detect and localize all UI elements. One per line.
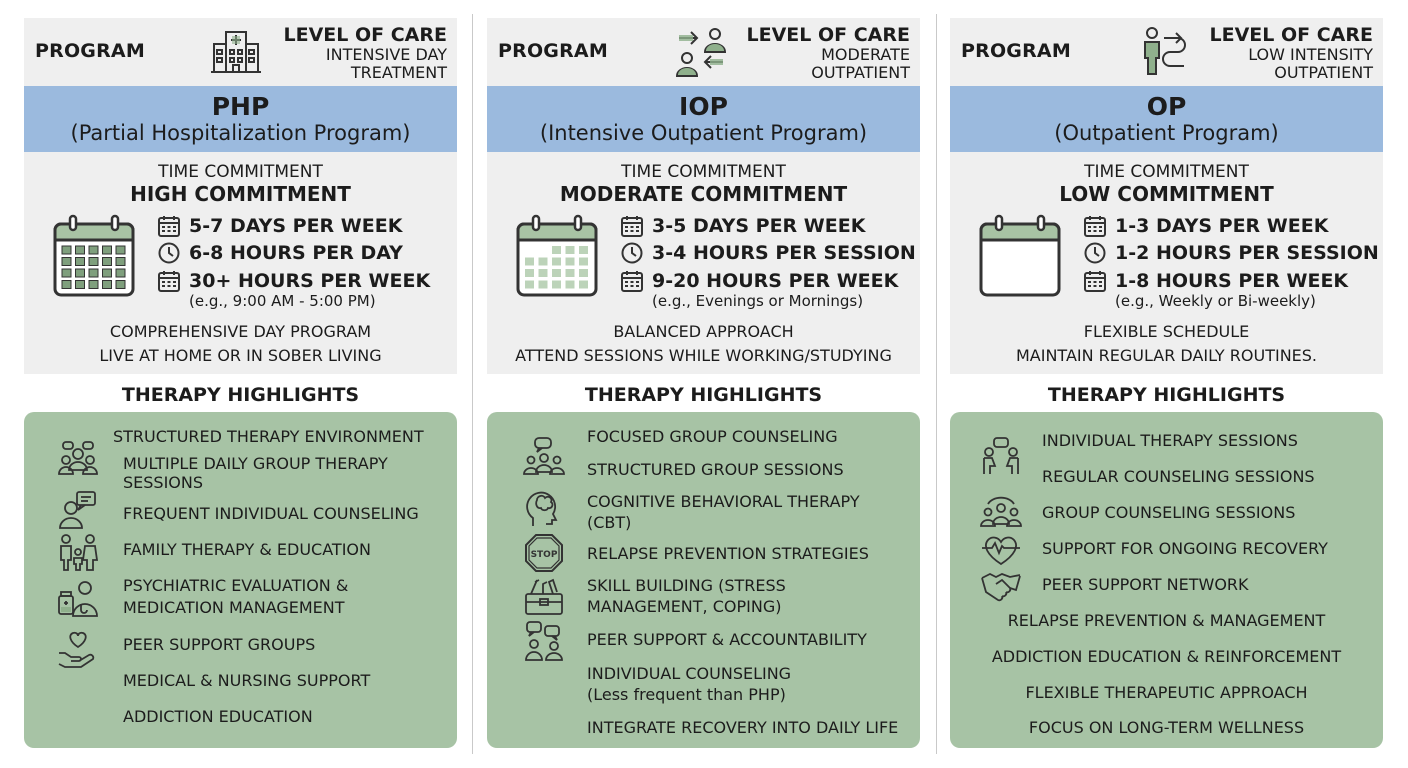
therapy-item: RELAPSE PREVENTION STRATEGIES <box>587 544 869 563</box>
program-header <box>24 18 457 86</box>
calendar-empty-icon <box>978 214 1062 298</box>
stat-row <box>620 240 916 268</box>
peer-chat-icon <box>523 620 565 662</box>
time-stats <box>157 212 430 295</box>
calendar-cell <box>579 246 588 254</box>
stat-row <box>157 212 430 240</box>
level-of-care-line: TREATMENT <box>350 63 447 82</box>
calendar-cell <box>103 269 112 277</box>
therapy-highlights-panel <box>24 412 457 748</box>
clock-icon <box>1083 241 1107 265</box>
time-commitment-value: LOW COMMITMENT <box>1059 182 1274 206</box>
time-commitment-panel <box>24 152 457 374</box>
program-note: MAINTAIN REGULAR DAILY ROUTINES. <box>1015 346 1318 365</box>
calendar-cell <box>62 269 71 277</box>
program-title-banner <box>24 86 457 152</box>
therapy-item: INTEGRATE RECOVERY INTO DAILY LIFE <box>587 718 899 737</box>
schedule-example: (e.g., Evenings or Mornings) <box>652 292 864 310</box>
calendar-cell <box>552 269 561 277</box>
stat-text: 6-8 HOURS PER DAY <box>189 242 403 265</box>
calendar-cell <box>89 246 98 254</box>
program-label: PROGRAM <box>498 40 608 62</box>
level-of-care <box>284 26 448 81</box>
therapy-highlights-title: THERAPY HIGHLIGHTS <box>1047 384 1286 406</box>
heart-hand-icon <box>57 627 99 669</box>
level-of-care-line: OUTPATIENT <box>1274 63 1373 82</box>
stat-row <box>1083 212 1379 240</box>
hospital-building-icon <box>208 24 264 80</box>
calendar-cell <box>103 246 112 254</box>
program-note: LIVE AT HOME OR IN SOBER LIVING <box>99 346 382 365</box>
group-circle-icon <box>980 490 1022 532</box>
level-of-care-line: MODERATE <box>821 45 910 64</box>
therapy-item: ADDICTION EDUCATION & REINFORCEMENT <box>991 647 1342 666</box>
time-commitment-value: MODERATE COMMITMENT <box>559 182 848 206</box>
therapy-item: STRUCTURED THERAPY ENVIRONMENT <box>113 427 424 446</box>
group-chat-icon <box>523 436 565 478</box>
column-divider <box>936 14 937 754</box>
program-abbreviation: OP <box>1146 92 1187 121</box>
time-commitment-panel <box>950 152 1383 374</box>
calendar-cell <box>62 281 71 289</box>
therapy-item: MEDICAL & NURSING SUPPORT <box>123 671 371 690</box>
clock-icon <box>157 241 181 265</box>
stat-text: 1-3 DAYS PER WEEK <box>1115 214 1329 237</box>
therapy-chairs-icon <box>980 436 1022 478</box>
therapy-highlights-title: THERAPY HIGHLIGHTS <box>584 384 823 406</box>
level-of-care-line: OUTPATIENT <box>811 63 910 82</box>
stat-text: 5-7 DAYS PER WEEK <box>189 214 403 237</box>
calendar-small-icon <box>620 269 644 293</box>
program-note: BALANCED APPROACH <box>613 322 794 341</box>
therapy-item: (Less frequent than PHP) <box>587 685 786 704</box>
therapy-item: PEER SUPPORT & ACCOUNTABILITY <box>587 630 867 649</box>
stat-row <box>620 212 916 240</box>
therapy-item: ADDICTION EDUCATION <box>123 707 313 726</box>
time-commitment-value: HIGH COMMITMENT <box>130 182 351 206</box>
calendar-cell <box>89 281 98 289</box>
group-icon <box>57 440 99 482</box>
calendar-cell <box>525 258 534 266</box>
stop-sign-icon <box>523 532 565 574</box>
therapy-item: GROUP COUNSELING SESSIONS <box>1042 503 1296 522</box>
brain-head-icon <box>523 486 565 528</box>
calendar-cell <box>116 246 125 254</box>
stat-row <box>157 240 430 268</box>
stop-sign-text: STOP <box>530 550 558 560</box>
calendar-cell <box>525 281 534 289</box>
calendar-cell <box>539 269 548 277</box>
schedule-example: (e.g., 9:00 AM - 5:00 PM) <box>189 292 376 310</box>
calendar-cell <box>579 258 588 266</box>
calendar-cell <box>539 281 548 289</box>
program-column-op <box>950 18 1383 748</box>
individual-counseling-icon <box>57 490 99 532</box>
therapy-highlights-panel <box>950 412 1383 748</box>
therapy-item: SUPPORT FOR ONGOING RECOVERY <box>1042 539 1328 558</box>
stat-text: 1-2 HOURS PER SESSION <box>1115 242 1379 265</box>
program-title-banner <box>487 86 920 152</box>
program-label: PROGRAM <box>35 40 145 62</box>
stat-row <box>1083 240 1379 268</box>
calendar-cell <box>116 269 125 277</box>
calendar-cell <box>103 281 112 289</box>
calendar-small-icon <box>1083 269 1107 293</box>
therapy-item: INDIVIDUAL THERAPY SESSIONS <box>1042 431 1298 450</box>
person-path-icon <box>1136 24 1192 80</box>
program-abbreviation: PHP <box>211 92 270 121</box>
time-stats <box>620 212 916 295</box>
therapy-item: PEER SUPPORT NETWORK <box>1042 575 1249 594</box>
therapy-item: (CBT) <box>587 513 632 532</box>
program-header <box>487 18 920 86</box>
handshake-icon <box>980 564 1022 606</box>
therapy-item: REGULAR COUNSELING SESSIONS <box>1042 467 1315 486</box>
calendar-cell <box>89 269 98 277</box>
calendar-cell <box>579 281 588 289</box>
therapy-highlights-title: THERAPY HIGHLIGHTS <box>121 384 360 406</box>
calendar-cell <box>525 269 534 277</box>
program-column-php <box>24 18 457 748</box>
therapy-item: FREQUENT INDIVIDUAL COUNSELING <box>123 504 419 523</box>
program-note: FLEXIBLE SCHEDULE <box>1083 322 1250 341</box>
calendar-cell <box>62 258 71 266</box>
time-commitment-panel <box>487 152 920 374</box>
calendar-cell <box>116 258 125 266</box>
program-title-banner <box>950 86 1383 152</box>
time-commitment-label: TIME COMMITMENT <box>1084 162 1249 182</box>
therapy-item: MEDICATION MANAGEMENT <box>123 598 345 617</box>
calendar-cell <box>566 246 575 254</box>
therapy-highlights-panel <box>487 412 920 748</box>
calendar-cell <box>579 269 588 277</box>
therapy-item: MANAGEMENT, COPING) <box>587 597 782 616</box>
stat-text: 3-5 DAYS PER WEEK <box>652 214 866 237</box>
program-full-name: (Intensive Outpatient Program) <box>539 121 868 145</box>
therapy-item: FAMILY THERAPY & EDUCATION <box>123 540 371 559</box>
stat-text: 3-4 HOURS PER SESSION <box>652 242 916 265</box>
calendar-cell <box>103 258 112 266</box>
calendar-cell <box>76 281 85 289</box>
level-of-care <box>747 26 911 81</box>
stat-row <box>1083 267 1379 295</box>
therapy-item: FLEXIBLE THERAPEUTIC APPROACH <box>1025 683 1308 702</box>
therapy-item: PEER SUPPORT GROUPS <box>123 635 316 654</box>
calendar-cell <box>62 246 71 254</box>
calendar-cell <box>566 258 575 266</box>
exchange-people-icon <box>673 24 729 80</box>
therapy-item: SKILL BUILDING (STRESS <box>587 576 786 595</box>
program-column-iop <box>487 18 920 748</box>
calendar-cell <box>89 258 98 266</box>
therapy-item: FOCUS ON LONG-TERM WELLNESS <box>1028 718 1305 737</box>
level-of-care-line: LOW INTENSITY <box>1248 45 1373 64</box>
calendar-cell <box>76 246 85 254</box>
family-icon <box>57 532 99 574</box>
toolbox-icon <box>523 576 565 618</box>
column-divider <box>472 14 473 754</box>
level-of-care <box>1210 26 1374 81</box>
program-label: PROGRAM <box>961 40 1071 62</box>
clock-icon <box>620 241 644 265</box>
time-stats <box>1083 212 1379 295</box>
time-commitment-label: TIME COMMITMENT <box>621 162 786 182</box>
program-full-name: (Partial Hospitalization Program) <box>70 121 411 145</box>
program-note: ATTEND SESSIONS WHILE WORKING/STUDYING <box>515 346 892 365</box>
therapy-item: SESSIONS <box>123 473 204 492</box>
calendar-cell <box>76 258 85 266</box>
calendar-cell <box>552 246 561 254</box>
calendar-cell <box>552 258 561 266</box>
level-of-care-title: LEVEL OF CARE <box>1209 24 1373 46</box>
calendar-small-icon <box>157 214 181 238</box>
therapy-item: STRUCTURED GROUP SESSIONS <box>587 460 844 479</box>
therapy-item: INDIVIDUAL COUNSELING <box>587 664 792 683</box>
calendar-small-icon <box>157 269 181 293</box>
program-full-name: (Outpatient Program) <box>1054 121 1279 145</box>
therapy-item: COGNITIVE BEHAVIORAL THERAPY <box>587 492 860 511</box>
therapy-item: FOCUSED GROUP COUNSELING <box>587 427 838 446</box>
calendar-cell <box>539 258 548 266</box>
calendar-partial-icon <box>515 214 599 298</box>
stat-text: 9-20 HOURS PER WEEK <box>652 269 899 292</box>
calendar-cell <box>552 281 561 289</box>
level-of-care-title: LEVEL OF CARE <box>746 24 910 46</box>
calendar-cell <box>76 269 85 277</box>
doctor-medication-icon <box>57 578 99 620</box>
therapy-item: MULTIPLE DAILY GROUP THERAPY <box>123 454 388 473</box>
program-note: COMPREHENSIVE DAY PROGRAM <box>109 322 372 341</box>
calendar-full-icon <box>52 214 136 298</box>
calendar-small-icon <box>620 214 644 238</box>
calendar-cell <box>116 281 125 289</box>
stat-row <box>620 267 916 295</box>
level-of-care-line: INTENSIVE DAY <box>325 45 447 64</box>
level-of-care-title: LEVEL OF CARE <box>283 24 447 46</box>
stat-text: 1-8 HOURS PER WEEK <box>1115 269 1349 292</box>
stat-row <box>157 267 430 295</box>
program-header <box>950 18 1383 86</box>
therapy-item: PSYCHIATRIC EVALUATION & <box>123 576 349 595</box>
stat-text: 30+ HOURS PER WEEK <box>189 269 431 292</box>
time-commitment-label: TIME COMMITMENT <box>158 162 323 182</box>
therapy-item: RELAPSE PREVENTION & MANAGEMENT <box>1007 611 1326 630</box>
calendar-cell <box>566 281 575 289</box>
program-abbreviation: IOP <box>679 92 728 121</box>
schedule-example: (e.g., Weekly or Bi-weekly) <box>1115 292 1316 310</box>
calendar-small-icon <box>1083 214 1107 238</box>
calendar-cell <box>566 269 575 277</box>
